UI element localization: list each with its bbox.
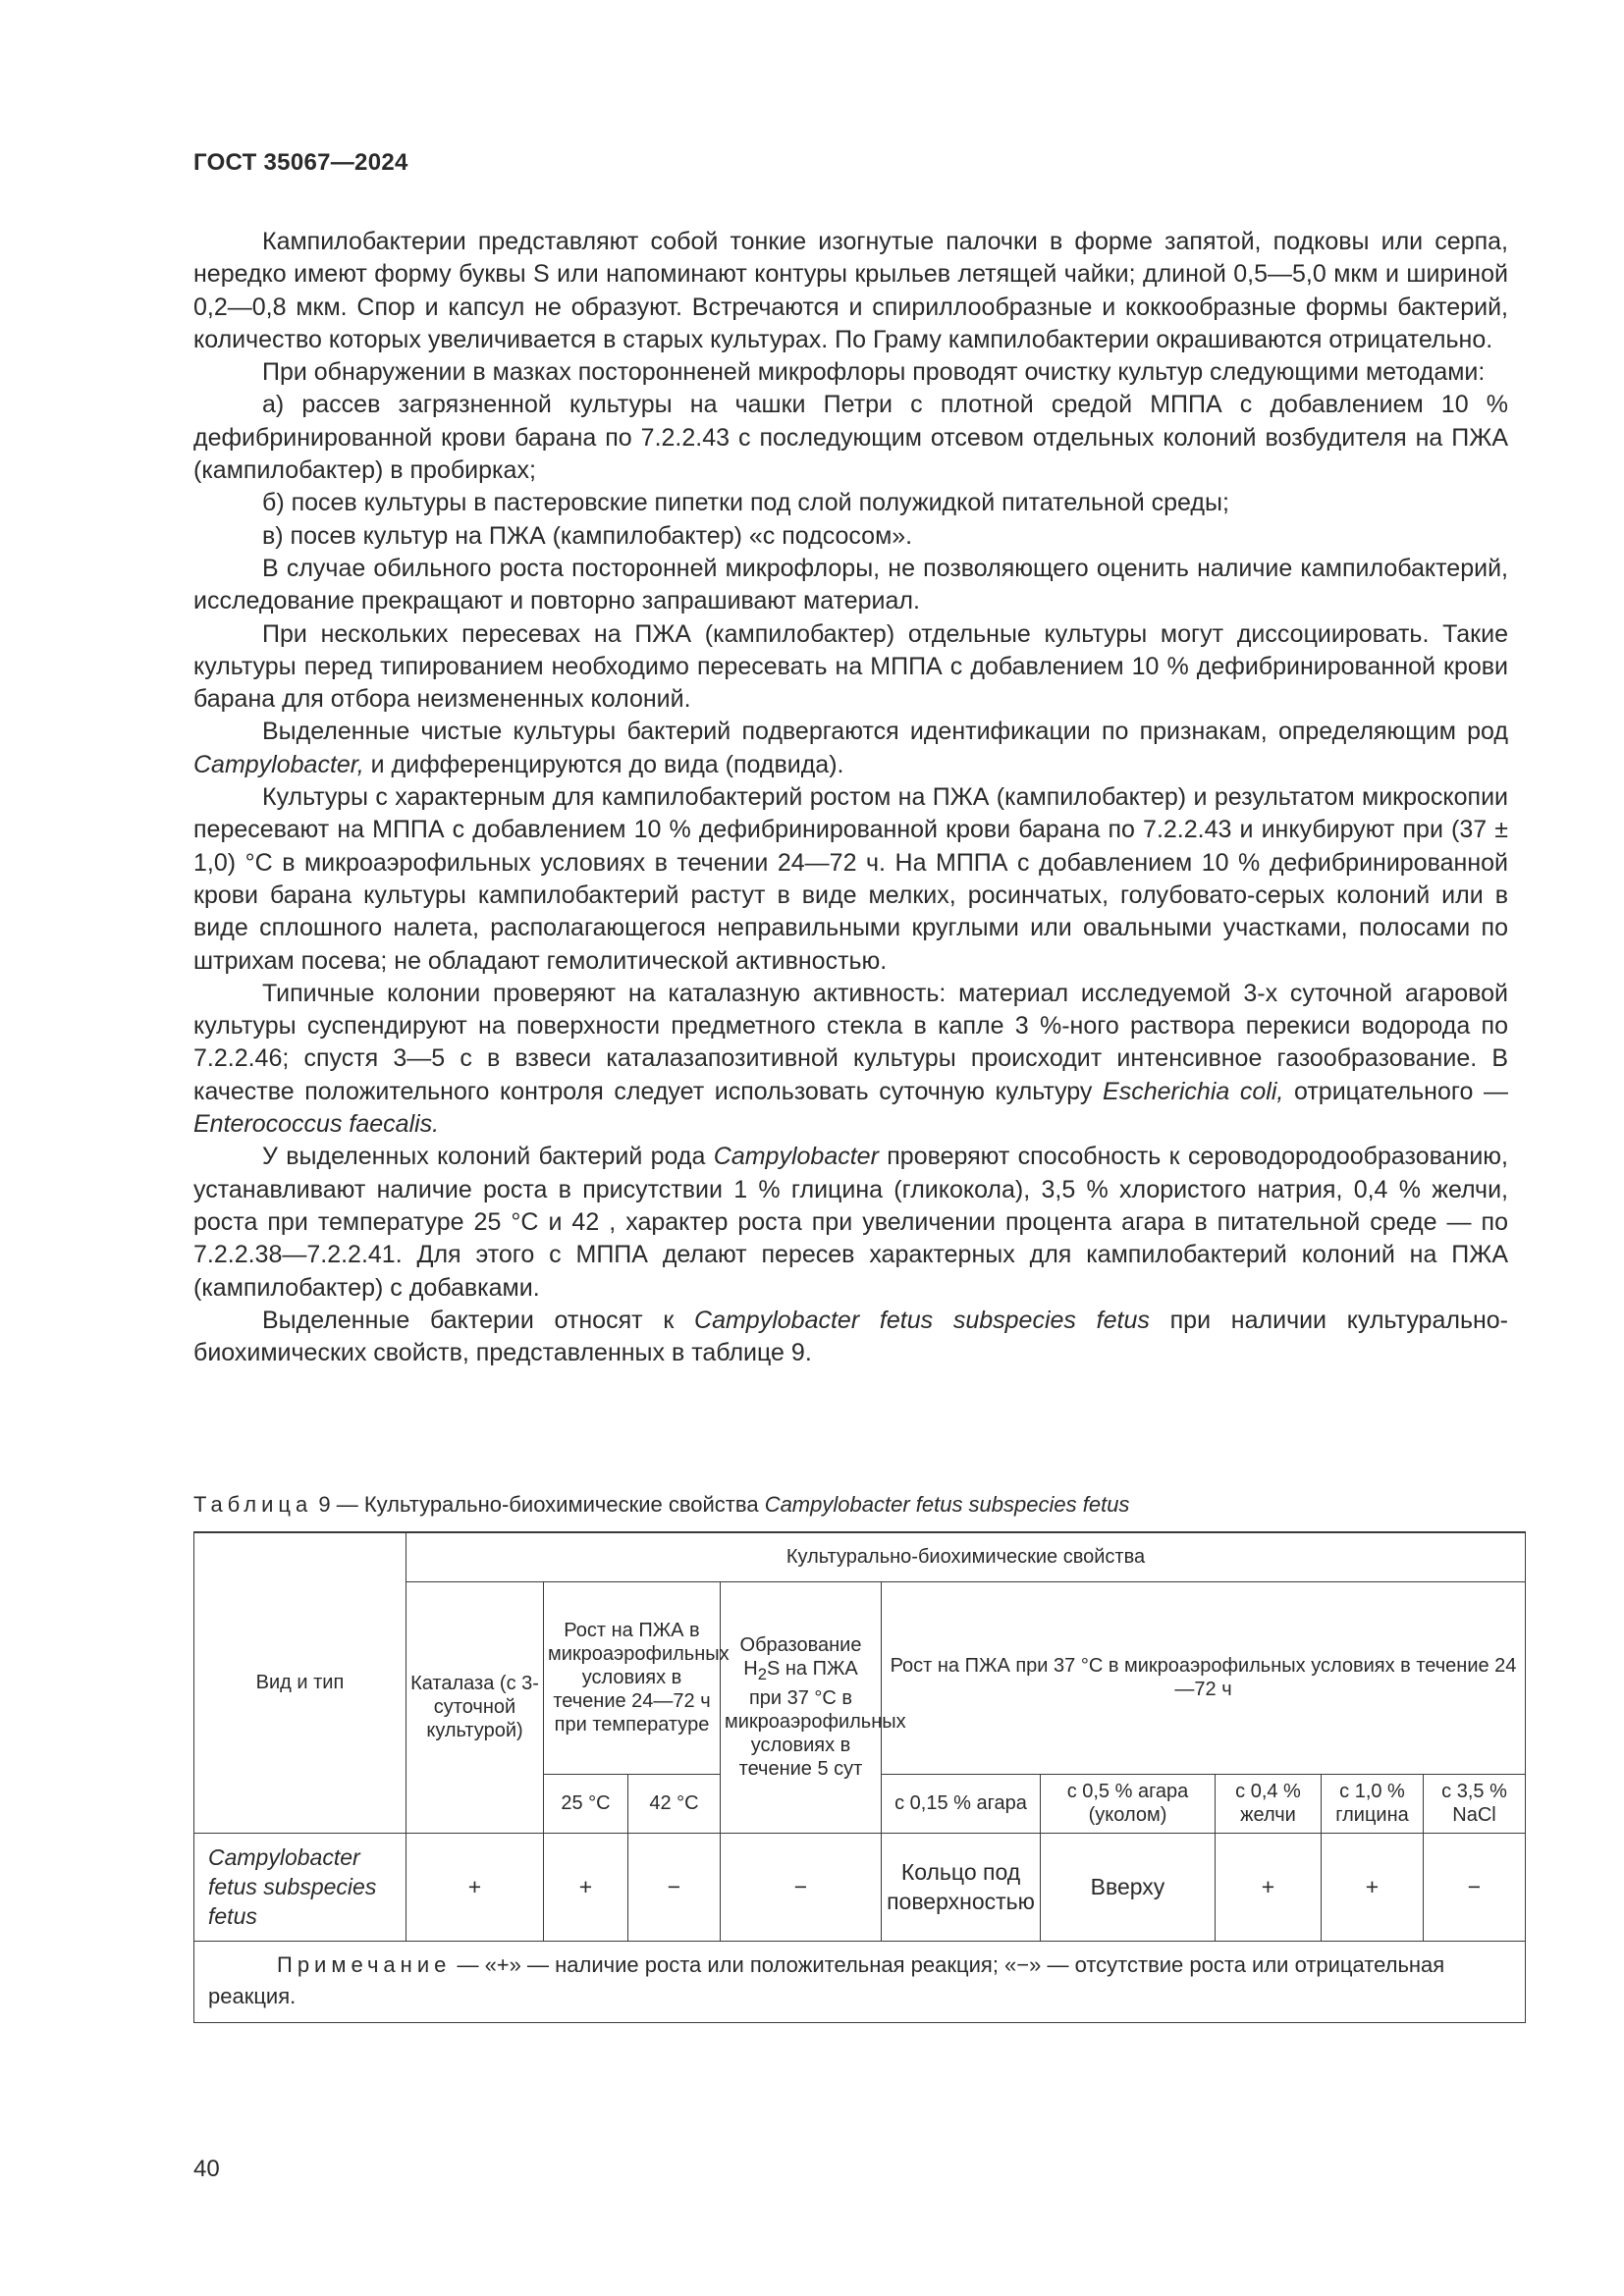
header-h2s	[721, 1581, 906, 1833]
header-glycine: с 1,0 % глицина	[1322, 1774, 1424, 1833]
cell-t42: −	[628, 1833, 721, 1941]
text-span: Выделенные чистые культуры бактерий подвергаются идентификации по признакам, определяющим род	[262, 718, 1508, 746]
header-group: Культурально-биохимические свойства	[406, 1532, 1526, 1581]
header-catalase: Каталаза (с 3-суточной культурой)	[406, 1581, 544, 1833]
caption-text: 9 — Культурально-биохимические свойства	[312, 1492, 765, 1517]
header-agar-015: с 0,15 % агара	[882, 1774, 1041, 1833]
text-span: отрицательного —	[1283, 1077, 1508, 1105]
italic-species: Enterococcus faecalis.	[193, 1110, 440, 1139]
paragraph-h2s	[193, 1141, 1508, 1304]
note-text: — «+» — наличие роста или положительная реакция; «−» — отсутствие роста или отрицательная реакция.	[208, 1951, 1445, 2008]
header-nacl: с 3,5 % NaCl	[1424, 1774, 1526, 1833]
paragraph-morphology: Кампилобактерии представляют собой тонкие изогнутые палочки в форме запятой, подковы или серпа, нередко имеют форму буквы S или напоминают контуры крыльев летящей чайки; длиной 0,5—5,0 мкм и шириной 0,2—0,8 мкм. Спор и капсул не образуют. Встречаются и спириллообразные и коккообразные формы бактерий, количество которых увеличивается в старых культурах. По Граму кампилобактерии окрашиваются отрицательно.	[193, 228, 1508, 353]
header-agar-05: с 0,5 % агара (уколом)	[1041, 1774, 1216, 1833]
cell-bile: +	[1216, 1833, 1322, 1941]
italic-species: Escherichia coli,	[1103, 1077, 1284, 1105]
header-growth-37: Рост на ПЖА при 37 °С в микроаэрофильных условиях в течение 24—72 ч	[882, 1581, 1526, 1774]
note-word: Примечание	[277, 1951, 452, 1977]
table-row	[194, 1833, 1526, 1941]
header-type: Вид и тип	[194, 1532, 406, 1833]
paragraph-classification	[193, 1305, 1508, 1370]
cell-catalase: +	[406, 1833, 544, 1941]
text-span: Выделенные бактерии относят к	[262, 1306, 695, 1334]
subscript: 2	[757, 1665, 767, 1683]
header-growth-temp: Рост на ПЖА в микроаэрофильных условиях в течение 24—72 ч при температуре	[544, 1581, 721, 1774]
text-span: проверяют способность к сероводородообразованию, устанавливают наличие роста в присутствии 1 % глицина (гликокола), 3,5 % хлористого натрия, 0,4 % желчи, роста при температуре 25 °С и 42 , характер роста при увеличении процента агара в питательной среде — по 7.2.2.38—7.2.2.41. Для этого с МППА делают пересев характерных для кампилобактерий колоний на ПЖА (кампилобактер) с добавками.	[193, 1143, 1508, 1302]
header-bile: с 0,4 % желчи	[1216, 1774, 1322, 1833]
header-t25: 25 °С	[544, 1774, 628, 1833]
caption-species: Campylobacter fetus subspecies fetus	[764, 1492, 1130, 1517]
cell-t25: +	[544, 1833, 628, 1941]
header-t42: 42 °С	[628, 1774, 721, 1833]
cell-species: Campylobacter fetus subspecies fetus	[194, 1833, 406, 1941]
text-span: при наличии культурально-биохимических свойств, представленных в таблице 9.	[193, 1306, 1509, 1367]
italic-genus: Campylobacter	[713, 1143, 879, 1171]
caption-word: Таблица	[193, 1492, 313, 1517]
document-code: ГОСТ 35067—2024	[193, 149, 408, 176]
table-note	[194, 1941, 1526, 2022]
italic-species: Campylobacter fetus subspecies fetus	[694, 1306, 1150, 1334]
text-span: Образование H	[739, 1634, 862, 1680]
properties-table	[193, 1531, 1526, 2023]
cell-h2s: −	[721, 1833, 882, 1941]
paragraph-identification	[193, 716, 1508, 781]
text-span: Типичные колонии проверяют на каталазную активность: материал исследуемой 3-х суточной агаровой культуры суспендируют на поверхности предметного стекла в капле 3 %-ного раствора перекиси водорода по 7.2.2.46; спустя 3—5 с в взвеси каталазапозитивной культуры происходит интенсивное газообразование. В качестве положительного контроля следует использовать суточную культуру	[193, 979, 1508, 1105]
list-item-a: а) рассев загрязненной культуры на чашки Петри с плотной средой МППА с добавлением 10 % дефибринированной крови барана по 7.2.2.43 с последующим отсевом отдельных колоний возбудителя на ПЖА (кампилобактер) в пробирках;	[193, 391, 1508, 485]
cell-glycine: +	[1322, 1833, 1424, 1941]
text-span: S на ПЖА при 37 °С в микроаэрофильных условиях в течение 5 сут	[725, 1658, 906, 1780]
paragraph-catalase	[193, 978, 1508, 1141]
body-text	[193, 226, 1508, 1369]
page-number: 40	[193, 2156, 220, 2182]
note-row	[194, 1941, 1526, 2022]
italic-genus: Campylobacter,	[193, 750, 364, 778]
cell-agar-05: Вверху	[1041, 1833, 1216, 1941]
paragraph-abundant-growth: В случае обильного роста посторонней микрофлоры, не позволяющего оценить наличие кампилобактерий, исследование прекращают и повторно запрашивают материал.	[193, 554, 1508, 615]
paragraph-cleaning-methods: При обнаружении в мазках посторонненей микрофлоры проводят очистку культур следующими методами:	[262, 358, 1486, 387]
paragraph-dissociation: При нескольких пересевах на ПЖА (кампилобактер) отдельные культуры могут диссоциировать. Такие культуры перед типированием необходимо пересевать на МППА с добавлением 10 % дефибринированной крови барана для отбора неизмененных колоний.	[193, 619, 1508, 714]
text-span: У выделенных колоний бактерий рода	[262, 1143, 714, 1171]
cell-nacl: −	[1424, 1833, 1526, 1941]
paragraph-cultures: Культуры с характерным для кампилобактерий ростом на ПЖА (кампилобактер) и результатом микроскопии пересевают на МППА с добавлением 10 % дефибринированной крови барана по 7.2.2.43 и инкубируют при (37 ± 1,0) °С в микроаэрофильных условиях в течении 24—72 ч. На МППА с добавлением 10 % дефибринированной крови барана культуры кампилобактерий растут в виде мелких, росинчатых, голубовато-серых колоний или в виде сплошного налета, располагающегося неправильными круглыми или овальными участками, полосами по штрихам посева; не обладают гемолитической активностью.	[193, 783, 1508, 975]
list-item-b: б) посев культуры в пастеровские пипетки под слой полужидкой питательной среды;	[262, 489, 1229, 517]
table-caption	[193, 1492, 1508, 1518]
list-item-c: в) посев культур на ПЖА (кампилобактер) «с подсосом».	[262, 521, 913, 550]
text-span: и дифференцируются до вида (подвида).	[363, 750, 844, 778]
cell-agar-015: Кольцо под поверхностью	[882, 1833, 1041, 1941]
